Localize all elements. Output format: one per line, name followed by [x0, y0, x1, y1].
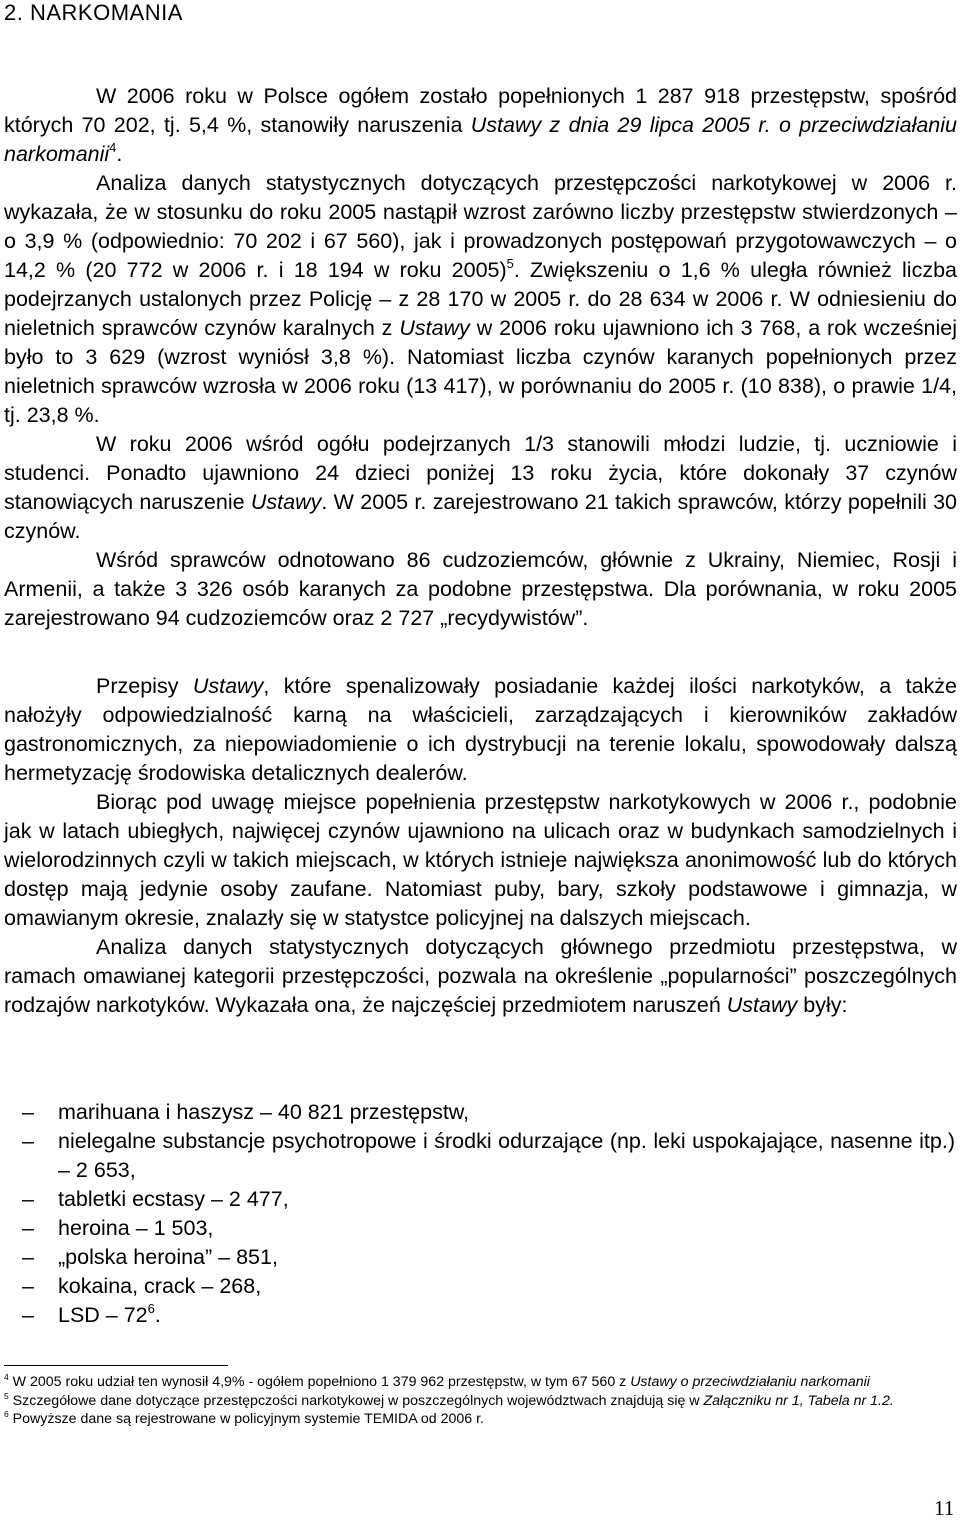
footnotes: [4, 1373, 957, 1429]
paragraph-3: [4, 430, 957, 546]
list-item: [4, 1098, 957, 1127]
footnote-number: 4: [4, 1372, 9, 1383]
list-item: [4, 1185, 957, 1214]
act-italic: Ustawy: [726, 993, 798, 1017]
footnote-ref-4: 4: [109, 139, 117, 155]
act-italic: Ustawy: [250, 490, 322, 514]
list-item-text: „polska heroina” – 851,: [58, 1245, 278, 1269]
page-number: 11: [934, 1496, 955, 1520]
paragraph-7-text-a: Analiza danych statystycznych dotyczących głównego przedmiotu przestępstwa, w ramach omawianej kategorii przestępczości, pozwala na określenie „popularności” poszczególnych rodzajów narkotyków. Wykazała ona, że najczęściej przedmiotem naruszeń: [4, 935, 957, 1017]
section-heading: 2. NARKOMANIA: [4, 0, 183, 25]
footnote-5: [4, 1392, 957, 1411]
paragraph-7-text-b: były:: [797, 993, 848, 1017]
act-italic: Ustawy: [192, 674, 264, 698]
dash-bullet: –: [22, 1216, 34, 1240]
paragraph-5: [4, 672, 957, 788]
paragraph-5-text-b: , które spenalizowały posiadanie każdej ilości narkotyków, a także nałożyły odpowiedzialność karną na właścicieli, zarządzających i kierowników zakładów gastronomicznych, za niepowiadomienie o ich dystrybucji na terenie lokalu, spowodowały dalszą hermetyzację środowiska detalicznych dealerów.: [4, 674, 957, 785]
drug-list: [4, 1098, 957, 1330]
list-item-text: kokaina, crack – 268,: [58, 1274, 262, 1298]
dash-bullet: –: [22, 1274, 34, 1298]
footnote-number: 6: [4, 1409, 9, 1420]
list-item-text: heroina – 1 503,: [58, 1216, 214, 1240]
dash-bullet: –: [22, 1129, 34, 1153]
footnote-separator: [4, 1365, 228, 1366]
paragraph-1-end: .: [116, 142, 123, 166]
footnote-italic: Ustawy o przeciwdziałaniu narkomanii: [630, 1374, 870, 1390]
list-item: [4, 1127, 957, 1185]
dash-bullet: –: [22, 1245, 34, 1269]
list-item: [4, 1214, 957, 1243]
paragraph-2-text-c: w 2006 roku ujawniono ich 3 768, a rok wcześniej było to 3 629 (wzrost wyniósł 3,8 %). Natomiast liczba czynów karanych popełnionych przez nieletnich sprawców wzrosła w 2006 roku (13 417), w porównaniu do 2005 r. (10 838), o prawie 1/4, tj. 23,8 %.: [4, 316, 957, 427]
footnote-text: Powyższe dane są rejestrowane w policyjnym systemie TEMIDA od 2006 r.: [8, 1411, 484, 1427]
dash-bullet: –: [22, 1100, 34, 1124]
dash-bullet: –: [22, 1187, 34, 1211]
act-title-italic: Ustawy z dnia 29 lipca 2005 r. o przeciwdziałaniu narkomanii: [4, 113, 958, 166]
paragraph-2-text-a: Analiza danych statystycznych dotyczących przestępczości narkotykowej w 2006 r. wykazała, że w stosunku do roku 2005 nastąpił wzrost zarówno liczby przestępstw stwierdzonych – o 3,9 % (odpowiednio: 70 202 i 67 560), jak i prowadzonych postępowań przygotowawczych – o 14,2 % (20 772 w 2006 r. i 18 194 w roku 2005): [4, 171, 957, 282]
footnote-ref-5: 5: [506, 255, 514, 271]
list-item-text: marihuana i haszysz – 40 821 przestępstw,: [58, 1100, 470, 1124]
body-text-lower: [4, 672, 957, 1020]
footnote-text: W 2005 roku udział ten wynosił 4,9% - ogółem popełniono 1 379 962 przestępstw, w tym 67 560 z: [8, 1374, 631, 1390]
paragraph-2-text-b: . Zwiększeniu o 1,6 % uległa również liczba podejrzanych ustalonych przez Policję – z 28 170 w 2005 r. do 28 634 w 2006 r. W odniesieniu do nieletnich sprawców czynów karalnych z: [4, 258, 957, 340]
paragraph-4-text: Wśród sprawców odnotowano 86 cudzoziemców, głównie z Ukrainy, Niemiec, Rosji i Armenii, a także 3 326 osób karanych za podobne przestępstwa. Dla porównania, w roku 2005 zarejestrowano 94 cudzoziemców oraz 2 727 „recydywistów”.: [4, 548, 957, 630]
list-item: [4, 1301, 957, 1330]
list-item: [4, 1243, 957, 1272]
list-item-text: tabletki ecstasy – 2 477,: [58, 1187, 289, 1211]
paragraph-5-text-a: Przepisy: [96, 674, 193, 698]
list-item: [4, 1272, 957, 1301]
dash-bullet: –: [22, 1303, 34, 1327]
paragraph-3-text-a: W roku 2006 wśród ogółu podejrzanych 1/3 stanowili młodzi ludzie, tj. uczniowie i studenci. Ponadto ujawniono 24 dzieci poniżej 13 roku życia, które dokonały 37 czynów stanowiących naruszenie: [4, 432, 957, 514]
footnote-number: 5: [4, 1390, 9, 1401]
paragraph-7: [4, 933, 957, 1020]
footnote-ref-6: 6: [147, 1300, 155, 1316]
paragraph-6: [4, 788, 957, 933]
list-item-text: nielegalne substancje psychotropowe i środki odurzające (np. leki uspokajające, nasenne itp.) – 2 653,: [58, 1129, 955, 1182]
paragraph-3-text-b: . W 2005 r. zarejestrowano 21 takich sprawców, którzy popełnili 30 czynów.: [4, 490, 957, 543]
footnote-6: [4, 1410, 957, 1429]
paragraph-4: [4, 546, 957, 633]
list-item-text: LSD – 72: [58, 1303, 148, 1327]
paragraph-1-text: W 2006 roku w Polsce ogółem zostało popełnionych 1 287 918 przestępstw, spośród których 70 202, tj. 5,4 %, stanowiły naruszenia: [4, 84, 957, 137]
paragraph-1: [4, 82, 957, 169]
paragraph-2: [4, 169, 957, 430]
act-italic: Ustawy: [399, 316, 470, 340]
footnote-text: Szczegółowe dane dotyczące przestępczości narkotykowej w poszczególnych województwach znajdują się w: [8, 1392, 704, 1409]
footnote-4: [4, 1373, 957, 1392]
body-text-upper: [4, 82, 957, 633]
list-item-end: .: [154, 1303, 161, 1327]
paragraph-6-text: Biorąc pod uwagę miejsce popełnienia przestępstw narkotykowych w 2006 r., podobnie jak w latach ubiegłych, najwięcej czynów ujawniono na ulicach oraz w budynkach samodzielnych i wielorodzinnych czyli w takich miejscach, w których istnieje największa anonimowość lub do których dostęp mają jedynie osoby zaufane. Natomiast puby, bary, szkoły podstawowe i gimnazja, w omawianym okresie, znalazły się w statystce policyjnej na dalszych miejscach.: [4, 790, 957, 930]
footnote-italic: Załączniku nr 1, Tabela nr 1.2.: [703, 1392, 894, 1409]
